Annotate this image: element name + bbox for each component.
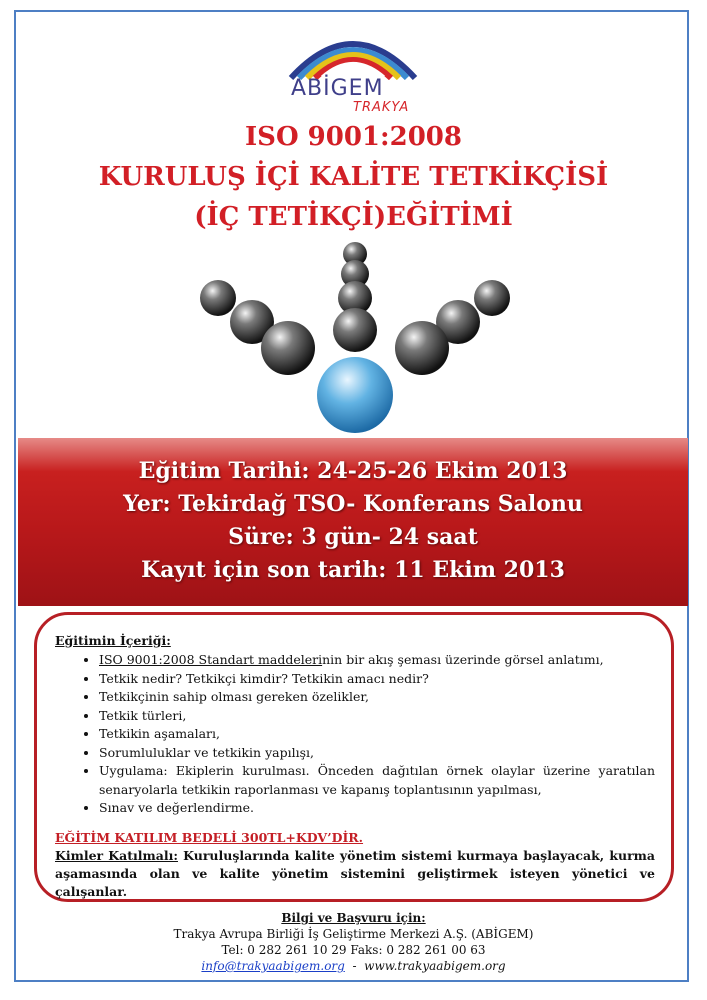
list-item: • Tetkik nedir? Tetkikçi kimdir? Tetkikin amacı nedir? bbox=[99, 670, 655, 689]
list-item bbox=[99, 651, 655, 670]
footer-org: Trakya Avrupa Birliği İş Geliştirme Merkezi A.Ş. (ABİGEM) bbox=[173, 927, 534, 941]
contact-footer bbox=[0, 910, 707, 974]
list-item-rest: nin bir akış şeması üzerinde görsel anlatımı, bbox=[322, 652, 604, 667]
event-date: Eğitim Tarihi: 24-25-26 Ekim 2013 bbox=[138, 458, 568, 484]
email-link[interactable]: info@trakyaabigem.org bbox=[201, 959, 345, 973]
list-item: • Tetkik türleri, bbox=[99, 707, 655, 726]
logo-sub: TRAKYA bbox=[353, 100, 410, 115]
list-item: • Sorumluluklar ve tetkikin yapılışı, bbox=[99, 744, 655, 763]
target-audience-label: Kimler Katılmalı: bbox=[55, 847, 178, 863]
list-item-underlined: ISO 9001:2008 Standart maddeleri bbox=[99, 652, 323, 667]
list-item: • Sınav ve değerlendirme. bbox=[99, 799, 655, 818]
list-item: • Uygulama: Ekiplerin kurulması. Önceden dağıtılan örnek olaylar üzerine yaratılan senaryolarla tetkikin raporlanması ve kapanış toplantısının yapılması, bbox=[99, 762, 655, 799]
footer-separator: - bbox=[344, 959, 365, 973]
abigem-logo bbox=[283, 20, 423, 120]
title-line-2: KURULUŞ İÇİ KALİTE TETKİKÇİSİ bbox=[98, 162, 609, 192]
event-info-band bbox=[18, 438, 688, 606]
footer-links bbox=[0, 958, 707, 974]
footer-phone: Tel: 0 282 261 10 29 Faks: 0 282 261 00 63 bbox=[221, 943, 486, 957]
event-place: Yer: Tekirdağ TSO- Konferans Salonu bbox=[123, 491, 583, 517]
title-line-3: (İÇ TETİKÇİ)EĞİTİMİ bbox=[194, 202, 513, 232]
registration-deadline: Kayıt için son tarih: 11 Ekim 2013 bbox=[141, 557, 565, 583]
footer-heading: Bilgi ve Başvuru için: bbox=[281, 911, 426, 925]
title-line-1: ISO 9001:2008 bbox=[245, 122, 462, 152]
list-item: • Tetkikin aşamaları, bbox=[99, 725, 655, 744]
content-card bbox=[34, 612, 674, 902]
list-item: • Tetkikçinin sahip olması gereken özelikler, bbox=[99, 688, 655, 707]
target-audience bbox=[55, 847, 655, 901]
event-duration: Süre: 3 gün- 24 saat bbox=[228, 524, 478, 550]
logo-name: ABİGEM bbox=[291, 76, 384, 101]
website-link[interactable]: www.trakyaabigem.org bbox=[364, 959, 506, 973]
content-list bbox=[55, 651, 655, 818]
participation-fee: EĞİTİM KATILIM BEDELİ 300TL+KDV’DİR. bbox=[55, 829, 364, 845]
target-audience-text: Kuruluşlarında kalite yönetim sistemi kurmaya başlayacak, kurma aşamasında olan ve kalite yönetim sistemini geliştirmek isteyen yönetici ve çalışanlar. bbox=[55, 847, 655, 899]
spheres-illustration bbox=[170, 240, 540, 440]
content-heading: Eğitimin İçeriği: bbox=[55, 633, 171, 648]
rainbow-arch-icon bbox=[283, 20, 423, 80]
